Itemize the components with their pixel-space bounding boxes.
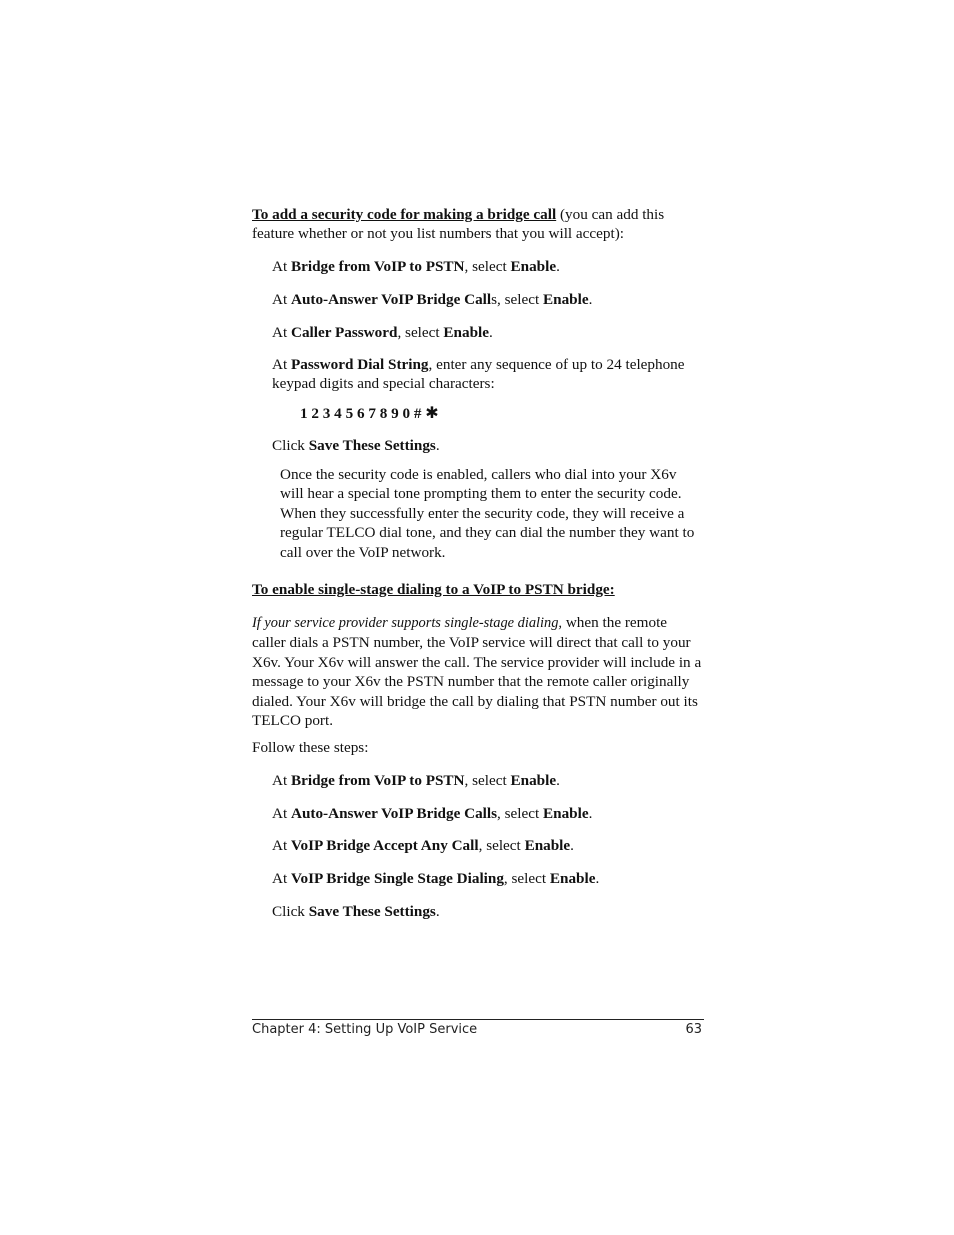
setting-value: Enable [524, 837, 571, 854]
step-suffix: . [595, 870, 600, 887]
step-prefix: At [272, 258, 291, 275]
setting-value: Enable [443, 324, 489, 341]
section2-paragraph [252, 613, 704, 730]
setting-name: VoIP Bridge Accept Any Call [290, 837, 479, 854]
step-suffix: . [588, 805, 593, 822]
section1-step-3 [272, 323, 702, 342]
step-text: , select [497, 291, 544, 308]
step-prefix: At [272, 870, 291, 887]
setting-value: Enable [549, 870, 596, 887]
setting-value: Enable [543, 805, 589, 822]
page-number: 63 [685, 1022, 702, 1037]
step-text: , select [503, 870, 550, 887]
step-text: , select [497, 805, 543, 822]
step-suffix: . [435, 437, 440, 454]
footer-chapter: Chapter 4: Setting Up VoIP Service [252, 1022, 478, 1037]
step-prefix: At [272, 772, 291, 789]
section1-step-1 [272, 257, 702, 276]
paragraph-text: when the remote caller dials a PSTN number, the VoIP service will direct that call to your X6v. Your X6v will answer the call. The service provider will include in a message to your X6v the PSTN number that the remote caller originally dialed. Your X6v will bridge the call by dialing that PSTN number out its TELCO port. [252, 614, 702, 730]
section2-step-2 [272, 804, 702, 823]
button-name: Save These Settings [308, 903, 436, 920]
section1-step-4 [272, 355, 702, 394]
step-suffix: . [588, 291, 593, 308]
setting-name: Auto-Answer VoIP Bridge Call [290, 291, 492, 308]
section1-intro [252, 205, 704, 244]
step-text: , select [397, 324, 444, 341]
setting-name: Auto-Answer VoIP Bridge Calls [290, 805, 498, 822]
setting-name: Bridge from VoIP to PSTN [290, 258, 465, 275]
step-prefix: Click [272, 437, 309, 454]
setting-value: Enable [510, 772, 557, 789]
section1-heading: To add a security code for making a bridge call [252, 206, 557, 223]
star-key-icon: ✱ [425, 403, 439, 422]
section2-step-3 [272, 836, 702, 855]
section2-heading-wrap [252, 580, 704, 599]
section2-step-4 [272, 869, 702, 888]
section2-step-1 [272, 771, 702, 790]
italic-lead: If your service provider supports single-stage dialing, [252, 615, 563, 631]
step-prefix: At [272, 805, 291, 822]
setting-name-suffix: s [491, 291, 498, 308]
step-text: , select [464, 772, 511, 789]
setting-name: Bridge from VoIP to PSTN [290, 772, 465, 789]
section2-click-step [272, 902, 702, 921]
section2-heading: To enable single-stage dialing to a VoIP to PSTN bridge: [252, 581, 615, 598]
setting-name: Caller Password [290, 324, 398, 341]
setting-value: Enable [543, 291, 589, 308]
step-suffix: . [556, 258, 560, 275]
step-suffix: . [435, 903, 440, 920]
step-text: , select [464, 258, 511, 275]
step-suffix: . [556, 772, 560, 789]
button-name: Save These Settings [308, 437, 436, 454]
setting-value: Enable [510, 258, 557, 275]
step-text: , enter any sequence of up to 24 telephone keypad digits and special characters: [272, 356, 685, 393]
step-prefix: At [272, 324, 291, 341]
setting-name: VoIP Bridge Single Stage Dialing [290, 870, 504, 887]
digit-list: 1 2 3 4 5 6 7 8 9 0 # [300, 405, 426, 422]
step-suffix: . [570, 837, 574, 854]
section1-note: Once the security code is enabled, callers who dial into your X6v will hear a special tone prompting them to enter the security code. When they successfully enter the security code, they will receive a regular TELCO dial tone, and they can dial the number they want to call over the VoIP network. [280, 466, 695, 561]
step-prefix: At [272, 291, 291, 308]
footer-rule [252, 1019, 704, 1020]
section1-step-2 [272, 290, 702, 309]
step-text: , select [478, 837, 525, 854]
setting-name: Password Dial String [290, 356, 429, 373]
keypad-digits [300, 403, 439, 423]
step-prefix: At [272, 356, 291, 373]
section1-click-step [272, 436, 702, 455]
step-prefix: At [272, 837, 291, 854]
section2-follow: Follow these steps: [252, 739, 369, 756]
section1-intro-text: (you can add this feature whether or not you list numbers that you will accept): [252, 206, 665, 243]
step-prefix: Click [272, 903, 309, 920]
step-suffix: . [488, 324, 493, 341]
